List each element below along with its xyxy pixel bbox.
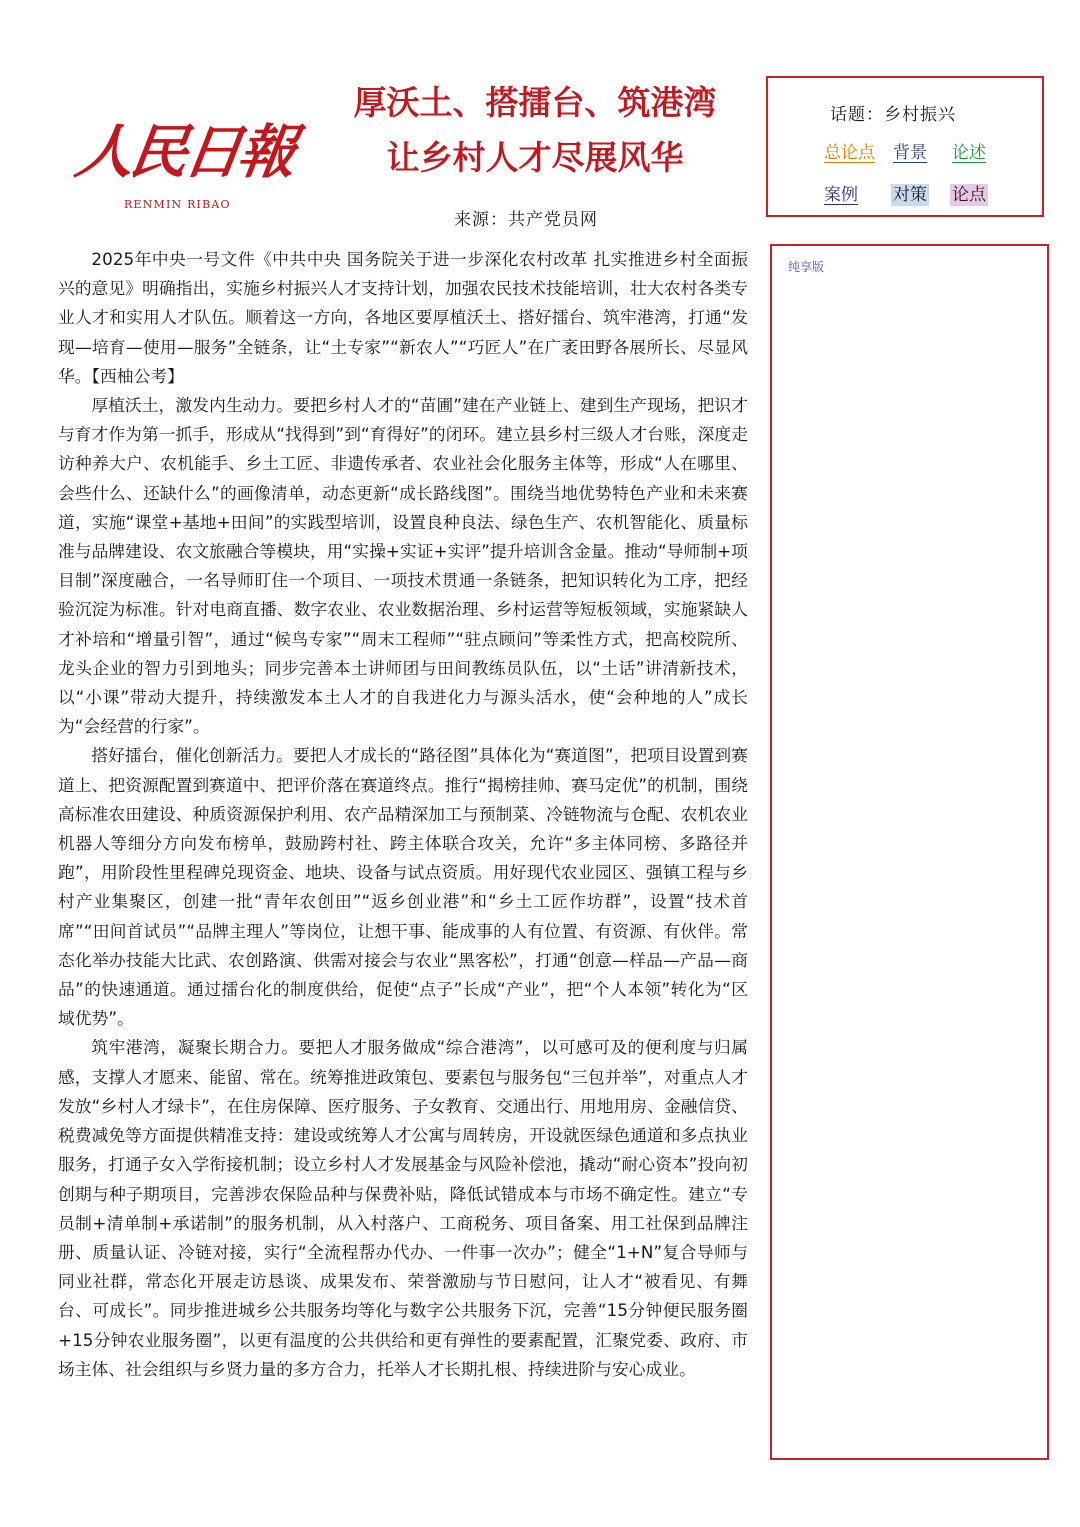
newspaper-logo	[71, 112, 297, 222]
legend-tag-case: 案例	[824, 185, 858, 205]
paragraph-fertile-soil: 厚植沃土，激发内生动力。要把乡村人才的“苗圃”建在产业链上、建到生产现场，把识才与育才作为第一抓手，形成从“找得到”到“育得好”的闭环。建立县乡村三级人才台账，深度走访种养大户、农机能手、乡土工匠、非遗传承者、农业社会化服务主体等，形成“人在哪里、会些什么、还缺什么”的画像清单，动态更新“成长路线图”。围绕当地优势特色产业和未来赛道，实施“课堂+基地+田间”的实践型培训，设置良种良法、绿色生产、农机智能化、质量标准与品牌建设、农文旅融合等模块，用“实操+实证+实评”提升培训含金量。推动“导师制+项目制”深度融合，一名导师盯住一个项目、一项技术贯通一条链条，把知识转化为工序，把经验沉淀为标准。针对电商直播、数字农业、农业数据治理、乡村运营等短板领域，实施紧缺人才补培和“增量引智”，通过“候鸟专家”“周末工程师”“驻点顾问”等柔性方式，把高校院所、龙头企业的智力引到地头；同步完善本土讲师团与田间教练员队伍，以“土话”讲清新技术，以“小课”带动大提升，持续激发本土人才的自我进化力与源头活水，使“会种地的人”成长为“会经营的行家”。	[58, 395, 748, 737]
side-panel-label: 纯享版	[788, 260, 825, 274]
topic-heading: 话题：乡村振兴	[830, 105, 956, 125]
paragraph-intro: 2025年中央一号文件《中共中央 国务院关于进一步深化农村改革 扎实推进乡村全面振兴的意见》明确指出，实施乡村振兴人才支持计划，加强农民技术技能培训，壮大农村各类专业人才和实用人才队伍。顺着这一方向，各地区要厚植沃土、搭好擂台、筑牢港湾，打通“发现—培育—使用—服务”全链条，让“土专家”“新农人”“巧匠人”在广袤田野各展所长、尽显风华。【西柚公考】	[58, 249, 748, 386]
logo-pinyin: RENMIN RIBAO	[124, 198, 231, 211]
legend-tag-discussion: 论述	[952, 143, 986, 163]
article-title-line-1: 厚沃土、搭擂台、筑港湾	[353, 83, 717, 122]
logo-chinese-name: 人民日報	[71, 118, 297, 186]
article-title-line-2: 让乡村人才尽展风华	[386, 138, 684, 177]
article-body	[58, 245, 748, 1384]
legend-tag-background: 背景	[893, 143, 927, 163]
paragraph-harbor: 筑牢港湾，凝聚长期合力。要把人才服务做成“综合港湾”，以可感可及的便利度与归属感，支撑人才愿来、能留、常在。统筹推进政策包、要素包与服务包“三包并举”，对重点人才发放“乡村人才绿卡”，在住房保障、医疗服务、子女教育、交通出行、用地用房、金融信贷、税费减免等方面提供精准支持：建设或统筹人才公寓与周转房，开设就医绿色通道和多点执业服务，打通子女入学衔接机制；设立乡村人才发展基金与风险补偿池，撬动“耐心资本”投向初创期与种子期项目，完善涉农保险品种与保费补贴，降低试错成本与市场不确定性。建立“专员制+清单制+承诺制”的服务机制，从入村落户、工商税务、项目备案、用工社保到品牌注册、质量认证、冷链对接，实行“全流程帮办代办、一件事一次办”；健全“1+N”复合导师与同业社群，常态化开展走访恳谈、成果发布、荣誉激励与节日慰问，让人才“被看见、有舞台、可成长”。同步推进城乡公共服务均等化与数字公共服务下沉，完善“15分钟便民服务圈+15分钟农业服务圈”，以更有温度的公共供给和更有弹性的要素配置，汇聚党委、政府、市场主体、社会组织与乡贤力量的多方合力，托举人才长期扎根、持续进阶与安心成业。	[58, 1037, 748, 1379]
topic-legend-box	[766, 76, 1044, 217]
legend-tag-main-argument: 总论点	[824, 143, 875, 163]
legend-tag-sub-argument: 论点	[952, 185, 986, 205]
paragraph-arena: 搭好擂台，催化创新活力。要把人才成长的“路径图”具体化为“赛道图”，把项目设置到赛道上、把资源配置到赛道中、把评价落在赛道终点。推行“揭榜挂帅、赛马定优”的机制，围绕高标准农田建设、种质资源保护利用、农产品精深加工与预制菜、冷链物流与仓配、农机农业机器人等细分方向发布榜单，鼓励跨村社、跨主体联合攻关，允许“多主体同榜、多路径并跑”，用阶段性里程碑兑现资金、地块、设备与试点资质。用好现代农业园区、强镇工程与乡村产业集聚区，创建一批“青年农创田”“返乡创业港”和“乡土工匠作坊群”，设置“技术首席”“田间首试员”“品牌主理人”等岗位，让想干事、能成事的人有位置、有资源、有伙伴。常态化举办技能大比武、农创路演、供需对接会与农业“黑客松”，打通“创意—样品—产品—商品”的快速通道。通过擂台化的制度供给，促使“点子”长成“产业”，把“个人本领”转化为“区域优势”。	[58, 745, 748, 1029]
legend-tag-countermeasure: 对策	[893, 185, 927, 205]
side-panel	[770, 244, 1049, 1460]
article-source: 来源：共产党员网	[454, 210, 598, 230]
